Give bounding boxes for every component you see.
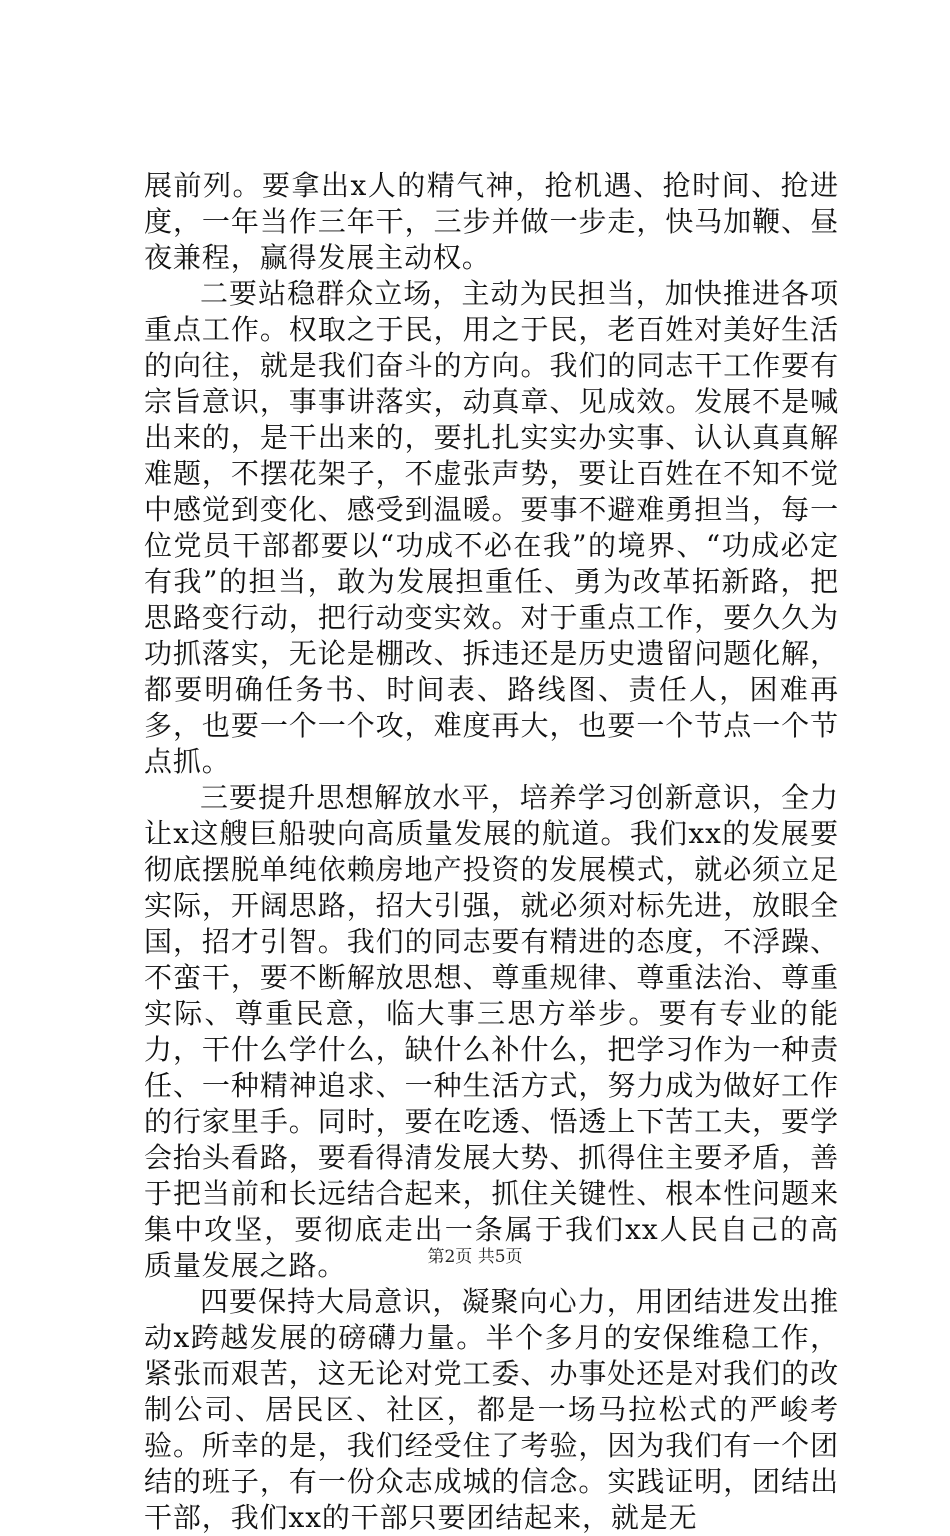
- document-body: [144, 168, 839, 1536]
- paragraph-continued: 展前列。要拿出x人的精气神，抢机遇、抢时间、抢进度，一年当作三年干，三步并做一步走，快马加鞭、昼夜兼程，赢得发展主动权。: [144, 169, 839, 274]
- page-footer: 第2页 共5页: [427, 1247, 523, 1267]
- paragraph-2-people-stance: 二要站稳群众立场，主动为民担当，加快推进各项重点工作。权取之于民，用之于民，老百姓对美好生活的向往，就是我们奋斗的方向。我们的同志干工作要有宗旨意识，事事讲落实，动真章、见成效。发展不是喊出来的，是干出来的，要扎扎实实办实事、认认真真解难题，不摆花架子，不虚张声势，要让百姓在不知不觉中感觉到变化、感受到温暖。要事不避难勇担当，每一位党员干部都要以“功成不必在我”的境界、“功成必定有我”的担当，敢为发展担重任、勇为改革拓新路，把思路变行动，把行动变实效。对于重点工作，要久久为功抓落实，无论是棚改、拆违还是历史遗留问题化解，都要明确任务书、时间表、路线图、责任人，困难再多，也要一个一个攻，难度再大，也要一个节点一个节点抓。: [144, 277, 839, 778]
- paragraph-4-overall-awareness: 四要保持大局意识，凝聚向心力，用团结进发出推动x跨越发展的磅礴力量。半个多月的安保维稳工作，紧张而艰苦，这无论对党工委、办事处还是对我们的改制公司、居民区、社区，都是一场马拉松式的严峻考验。所幸的是，我们经受住了考验，因为我们有一个团结的班子，有一份众志成城的信念。实践证明，团结出干部，我们xx的干部只要团结起来，就是无: [144, 1285, 839, 1534]
- paragraph-3-ideological-liberation: 三要提升思想解放水平，培养学习创新意识，全力让x这艘巨船驶向高质量发展的航道。我们xx的发展要彻底摆脱单纯依赖房地产投资的发展模式，就必须立足实际，开阔思路，招大引强，就必须对标先进，放眼全国，招才引智。我们的同志要有精进的态度，不浮躁、不蛮干，要不断解放思想、尊重规律、尊重法治、尊重实际、尊重民意，临大事三思方举步。要有专业的能力，干什么学什么，缺什么补什么，把学习作为一种责任、一种精神追求、一种生活方式，努力成为做好工作的行家里手。同时，要在吃透、悟透上下苦工夫，要学会抬头看路，要看得清发展大势、抓得住主要矛盾，善于把当前和长远结合起来，抓住关键性、根本性问题来集中攻坚，要彻底走出一条属于我们xx人民自己的高质量发展之路。: [144, 781, 839, 1282]
